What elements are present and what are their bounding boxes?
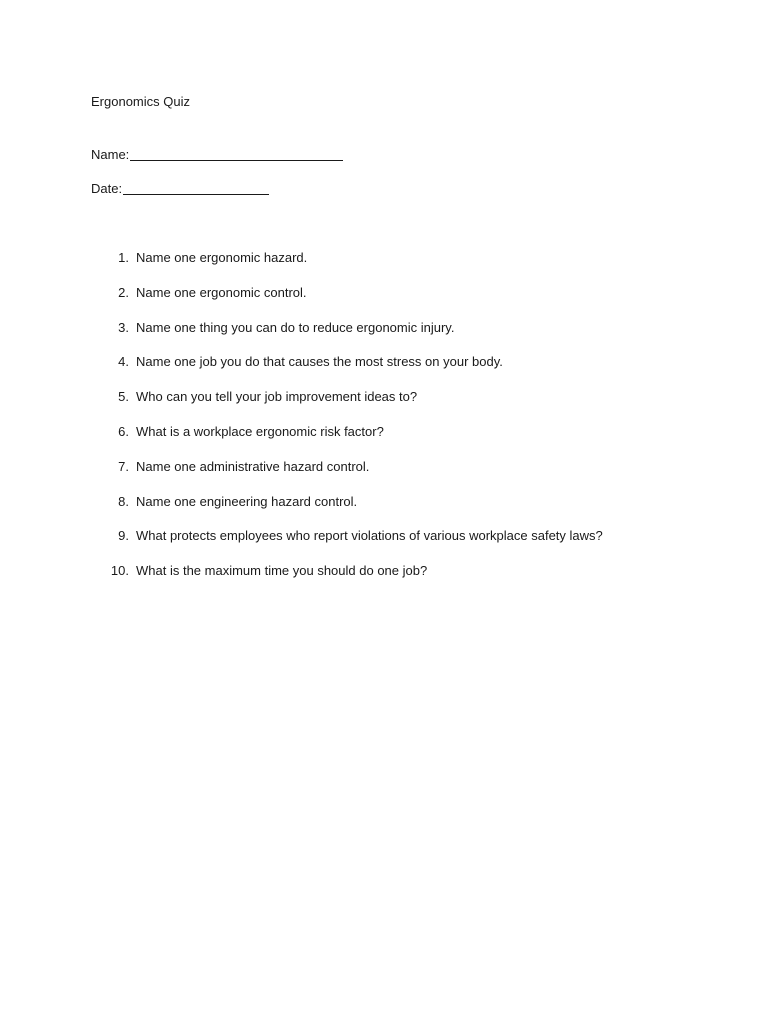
question-text: Who can you tell your job improvement ideas to? [136, 389, 418, 405]
question-item [105, 562, 705, 597]
question-number: 6. [118, 423, 129, 439]
question-item [105, 458, 705, 493]
question-text: What is a workplace ergonomic risk factor? [136, 423, 384, 439]
question-number: 3. [118, 319, 129, 335]
question-text: Name one engineering hazard control. [136, 493, 358, 509]
name-label: Name: [91, 147, 130, 162]
date-label: Date: [91, 181, 123, 196]
question-item [105, 353, 705, 388]
question-list [105, 249, 705, 597]
question-item [105, 388, 705, 423]
question-number: 4. [118, 354, 129, 370]
question-item [105, 249, 705, 284]
question-number: 10. [110, 563, 129, 579]
name-blank-line [130, 146, 343, 161]
question-text: Name one ergonomic control. [136, 284, 307, 300]
question-number: 7. [118, 458, 129, 474]
question-item [105, 319, 705, 354]
question-text: What protects employees who report violations of various workplace safety laws? [136, 528, 603, 544]
question-number: 5. [118, 389, 129, 405]
question-item [105, 527, 705, 562]
question-item [105, 284, 705, 319]
question-item [105, 423, 705, 458]
question-text: Name one ergonomic hazard. [136, 250, 308, 265]
question-text: What is the maximum time you should do one job? [136, 563, 428, 579]
question-text: Name one thing you can do to reduce ergonomic injury. [136, 319, 455, 335]
date-blank-line [123, 180, 269, 195]
question-number: 8. [118, 493, 129, 509]
question-number: 1. [118, 250, 129, 265]
date-field [91, 180, 269, 198]
name-field [91, 146, 343, 164]
question-text: Name one job you do that causes the most stress on your body. [136, 354, 503, 370]
question-number: 9. [118, 528, 129, 544]
question-item [105, 493, 705, 528]
question-text: Name one administrative hazard control. [136, 458, 370, 474]
question-number: 2. [118, 284, 129, 300]
document-title: Ergonomics Quiz [91, 94, 190, 109]
